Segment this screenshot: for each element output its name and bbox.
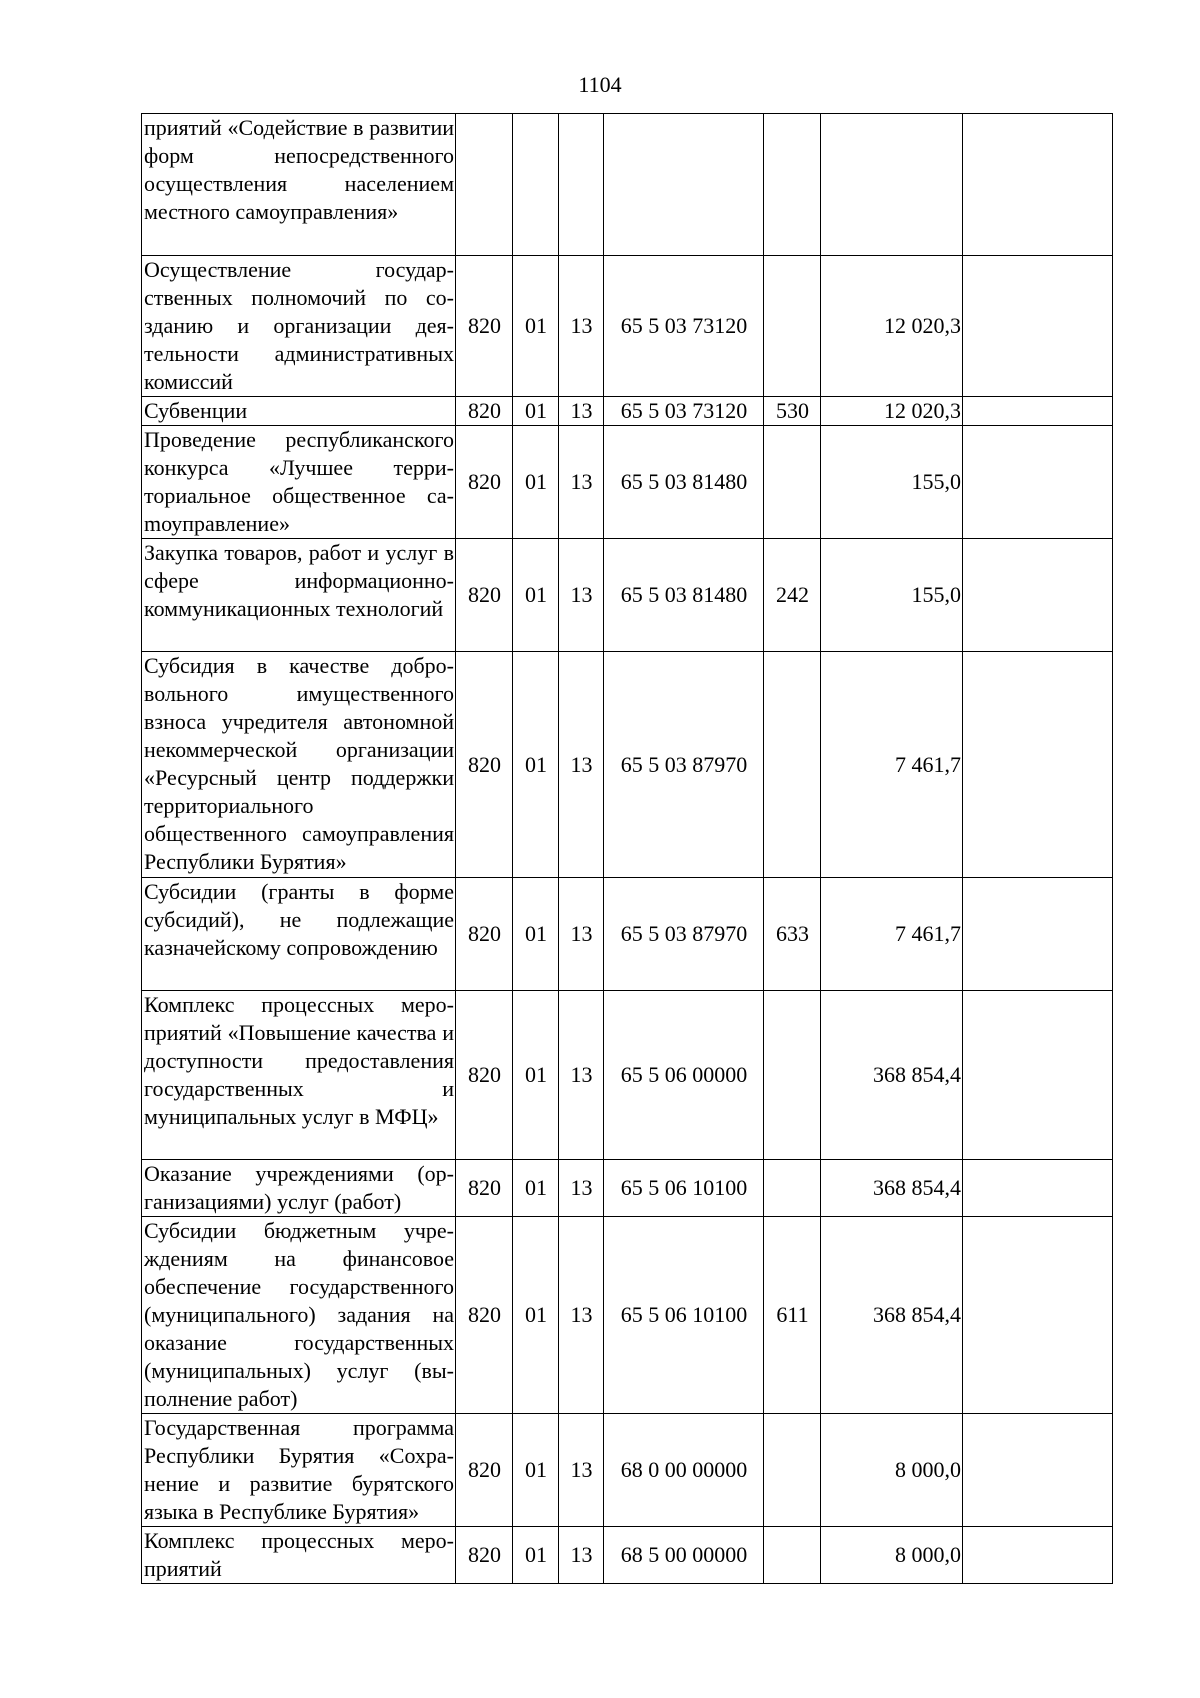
amount-cell: 155,0 [821, 426, 963, 539]
subsection-cell: 13 [559, 1160, 604, 1217]
row-name-cell: Субсидия в качестве добровольного имущественного взноса учредителя автономной некоммерческой организации «Ресурсный центр поддержки территориального общественного самоуправления Республики Бурятия» [142, 652, 456, 878]
expense-type-cell [764, 114, 821, 256]
subsection-cell: 13 [559, 652, 604, 878]
expense-type-cell [764, 1527, 821, 1584]
expense-type-cell [764, 991, 821, 1160]
table-row [142, 1217, 1113, 1414]
section-cell: 01 [513, 652, 559, 878]
expense-type-cell [764, 256, 821, 397]
target-article-cell: 65 5 03 81480 [604, 539, 764, 652]
grbs-cell: 820 [456, 1527, 513, 1584]
expense-type-cell [764, 1414, 821, 1527]
row-name-cell: приятий «Содействие в развитии форм непосредственного осуществления населением местного самоуправления» [142, 114, 456, 256]
target-article-cell [604, 114, 764, 256]
table-row [142, 114, 1113, 256]
extra-cell [963, 256, 1113, 397]
grbs-cell: 820 [456, 1160, 513, 1217]
row-name-cell: Государственная программа Республики Бурятия «Сохранение и развитие бурятского языка в Республике Бурятия» [142, 1414, 456, 1527]
section-cell: 01 [513, 1217, 559, 1414]
page-number: 1104 [578, 72, 622, 97]
amount-cell: 8 000,0 [821, 1414, 963, 1527]
target-article-cell: 65 5 03 87970 [604, 878, 764, 991]
subsection-cell: 13 [559, 539, 604, 652]
row-name-cell: Субсидии бюджетным учреждениям на финансовое обеспечение государственного (муниципального) задания на оказание государственных (муниципальных) услуг (выполнение работ) [142, 1217, 456, 1414]
subsection-cell [559, 114, 604, 256]
grbs-cell: 820 [456, 426, 513, 539]
section-cell: 01 [513, 991, 559, 1160]
extra-cell [963, 652, 1113, 878]
amount-cell: 7 461,7 [821, 652, 963, 878]
amount-cell: 12 020,3 [821, 397, 963, 426]
expense-type-cell [764, 426, 821, 539]
expense-type-cell [764, 652, 821, 878]
amount-cell: 155,0 [821, 539, 963, 652]
extra-cell [963, 539, 1113, 652]
grbs-cell: 820 [456, 256, 513, 397]
row-name-cell: Закупка товаров, работ и услуг в сфере информационно-коммуникационных технологий [142, 539, 456, 652]
target-article-cell: 65 5 03 73120 [604, 397, 764, 426]
subsection-cell: 13 [559, 1414, 604, 1527]
grbs-cell: 820 [456, 878, 513, 991]
extra-cell [963, 397, 1113, 426]
expense-type-cell: 611 [764, 1217, 821, 1414]
table-row [142, 1160, 1113, 1217]
subsection-cell: 13 [559, 397, 604, 426]
target-article-cell: 65 5 06 10100 [604, 1160, 764, 1217]
target-article-cell: 68 5 00 00000 [604, 1527, 764, 1584]
expense-type-cell: 530 [764, 397, 821, 426]
row-name-cell: Оказание учреждениями (организациями) услуг (работ) [142, 1160, 456, 1217]
subsection-cell: 13 [559, 878, 604, 991]
grbs-cell: 820 [456, 1217, 513, 1414]
section-cell: 01 [513, 1414, 559, 1527]
row-name-cell: Комплекс процессных мероприятий [142, 1527, 456, 1584]
target-article-cell: 65 5 03 73120 [604, 256, 764, 397]
grbs-cell [456, 114, 513, 256]
grbs-cell: 820 [456, 991, 513, 1160]
table-row [142, 878, 1113, 991]
section-cell [513, 114, 559, 256]
amount-cell: 368 854,4 [821, 1217, 963, 1414]
expense-type-cell: 633 [764, 878, 821, 991]
amount-cell: 7 461,7 [821, 878, 963, 991]
table-row [142, 426, 1113, 539]
extra-cell [963, 114, 1113, 256]
subsection-cell: 13 [559, 991, 604, 1160]
subsection-cell: 13 [559, 426, 604, 539]
section-cell: 01 [513, 539, 559, 652]
row-name-cell: Субвенции [142, 397, 456, 426]
row-name-cell: Проведение республиканского конкурса «Лучшее территориальное общественное саmоуправление» [142, 426, 456, 539]
target-article-cell: 65 5 06 00000 [604, 991, 764, 1160]
subsection-cell: 13 [559, 1217, 604, 1414]
target-article-cell: 65 5 06 10100 [604, 1217, 764, 1414]
row-name-cell: Осуществление государственных полномочий по созданию и организации деятельности административных комиссий [142, 256, 456, 397]
section-cell: 01 [513, 878, 559, 991]
amount-cell: 368 854,4 [821, 1160, 963, 1217]
extra-cell [963, 1217, 1113, 1414]
table-row [142, 539, 1113, 652]
extra-cell [963, 1527, 1113, 1584]
amount-cell [821, 114, 963, 256]
subsection-cell: 13 [559, 256, 604, 397]
table-row [142, 1414, 1113, 1527]
expense-type-cell: 242 [764, 539, 821, 652]
grbs-cell: 820 [456, 652, 513, 878]
target-article-cell: 68 0 00 00000 [604, 1414, 764, 1527]
extra-cell [963, 1414, 1113, 1527]
amount-cell: 12 020,3 [821, 256, 963, 397]
budget-table [141, 113, 1113, 1584]
grbs-cell: 820 [456, 539, 513, 652]
table-row [142, 1527, 1113, 1584]
amount-cell: 368 854,4 [821, 991, 963, 1160]
grbs-cell: 820 [456, 1414, 513, 1527]
section-cell: 01 [513, 1527, 559, 1584]
target-article-cell: 65 5 03 87970 [604, 652, 764, 878]
row-name-cell: Комплекс процессных мероприятий «Повышение качества и доступности предоставления государственных и муниципальных услуг в МФЦ» [142, 991, 456, 1160]
extra-cell [963, 1160, 1113, 1217]
grbs-cell: 820 [456, 397, 513, 426]
extra-cell [963, 878, 1113, 991]
subsection-cell: 13 [559, 1527, 604, 1584]
row-name-cell: Субсидии (гранты в форме субсидий), не подлежащие казначейскому сопровождению [142, 878, 456, 991]
target-article-cell: 65 5 03 81480 [604, 426, 764, 539]
section-cell: 01 [513, 1160, 559, 1217]
table-row [142, 397, 1113, 426]
extra-cell [963, 991, 1113, 1160]
section-cell: 01 [513, 426, 559, 539]
extra-cell [963, 426, 1113, 539]
section-cell: 01 [513, 256, 559, 397]
expense-type-cell [764, 1160, 821, 1217]
amount-cell: 8 000,0 [821, 1527, 963, 1584]
table-row [142, 652, 1113, 878]
section-cell: 01 [513, 397, 559, 426]
table-row [142, 256, 1113, 397]
table-row [142, 991, 1113, 1160]
